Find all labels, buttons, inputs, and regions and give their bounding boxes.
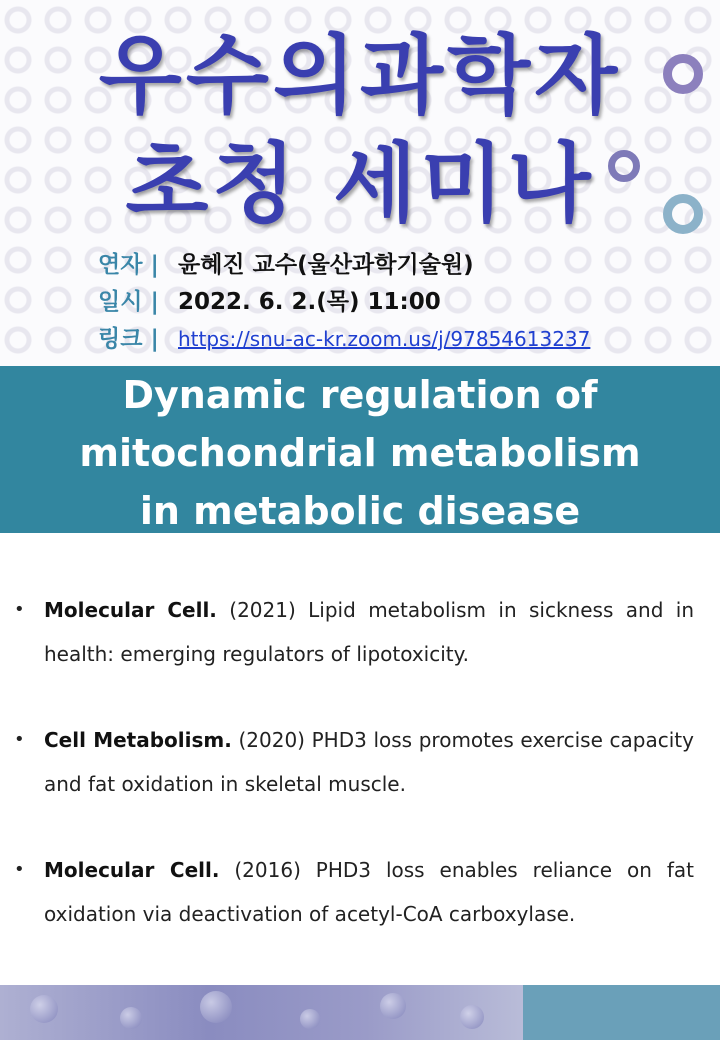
talk-title-line-2: mitochondrial metabolism [79,431,641,475]
publication-text: (2016) PHD3 loss enables reliance on fat oxidation via deactivation of acetyl-CoA carboxylase. [44,858,694,926]
date-row [98,284,590,321]
journal-name: Molecular Cell. [44,598,217,622]
page-title [0,22,720,238]
molecule-icon [460,1005,484,1029]
bullet: • [14,729,25,750]
title-line-1: 우수의과학자 [98,26,622,126]
journal-name: Molecular Cell. [44,858,220,882]
molecule-icon [30,995,58,1023]
header-section [0,0,720,366]
link-row [98,321,590,358]
decorative-ring-icon [608,150,640,182]
molecule-icon [200,991,232,1023]
title-line-2: 초청 세미나 [125,134,595,234]
footer-bar [523,985,720,1040]
molecule-icon [120,1007,142,1029]
footer [0,985,720,1040]
bullet: • [14,859,25,880]
list-item [14,848,694,936]
list-item [14,718,694,806]
talk-title [0,366,720,540]
molecule-icon [380,993,406,1019]
list-item [14,588,694,676]
publication-list [14,588,694,978]
date-value: 2022. 6. 2.(목) 11:00 [178,289,441,315]
molecule-icon [300,1009,320,1029]
decorative-ring-icon [663,54,703,94]
speaker-row [98,247,590,284]
seminar-info [98,247,590,358]
speaker-label: 연자 | [98,252,159,278]
decorative-ring-icon [663,194,703,234]
zoom-link[interactable]: https://snu-ac-kr.zoom.us/j/97854613237 [178,327,591,351]
publication-text: (2021) Lipid metabolism in sickness and in health: emerging regulators of lipotoxicity. [44,598,694,666]
publication-text: (2020) PHD3 loss promotes exercise capacity and fat oxidation in skeletal muscle. [44,728,694,796]
molecule-image [0,985,523,1040]
talk-title-line-1: Dynamic regulation of [122,373,598,417]
link-label: 링크 | [98,326,159,352]
journal-name: Cell Metabolism. [44,728,232,752]
date-label: 일시 | [98,289,159,315]
talk-title-banner [0,366,720,533]
bullet: • [14,599,25,620]
speaker-value: 윤혜진 교수(울산과학기술원) [178,252,474,278]
talk-title-line-3: in metabolic disease [139,489,581,533]
